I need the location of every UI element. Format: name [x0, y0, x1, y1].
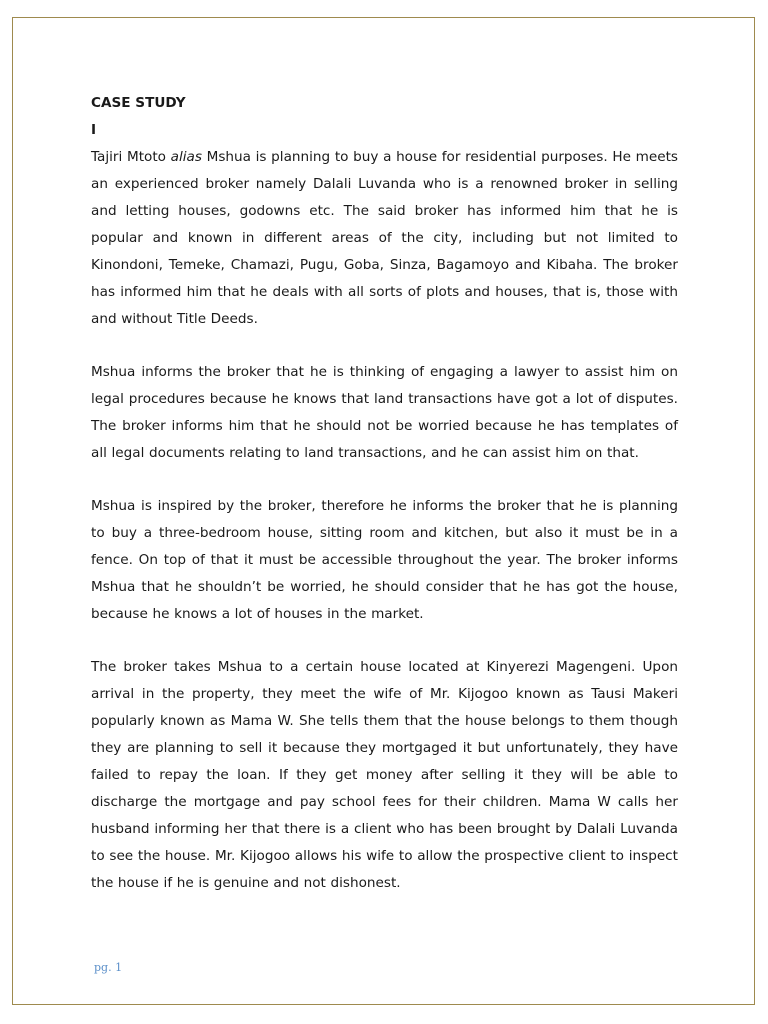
paragraph-1	[91, 144, 678, 333]
document-body	[91, 90, 678, 923]
case-study-number: I	[91, 122, 97, 138]
paragraph-3: Mshua is inspired by the broker, therefore he informs the broker that he is planning to buy a three-bedroom house, sitting room and kitchen, but also it must be in a fence. On top of that it must be accessible throughout the year. The broker informs Mshua that he shouldn’t be worried, he should consider that he has got the house, because he knows a lot of houses in the market.	[91, 498, 678, 622]
paragraph-2: Mshua informs the broker that he is thinking of engaging a lawyer to assist him on legal procedures because he knows that land transactions have got a lot of disputes. The broker informs him that he should not be worried because he has templates of all legal documents relating to land transactions, and he can assist him on that.	[91, 364, 678, 461]
paragraph-1-start: Tajiri Mtoto	[91, 149, 171, 165]
case-study-heading: CASE STUDY	[91, 95, 186, 111]
page-number: pg. 1	[94, 961, 123, 974]
document-page	[12, 17, 755, 1005]
paragraph-1-rest: Mshua is planning to buy a house for residential purposes. He meets an experienced broker namely Dalali Luvanda who is a renowned broker in selling and letting houses, godowns etc. The said broker has informed him that he is popular and known in different areas of the city, including but not limited to Kinondoni, Temeke, Chamazi, Pugu, Goba, Sinza, Bagamoyo and Kibaha. The broker has informed him that he deals with all sorts of plots and houses, that is, those with and without Title Deeds.	[91, 149, 678, 327]
paragraph-4: The broker takes Mshua to a certain house located at Kinyerezi Magengeni. Upon arrival in the property, they meet the wife of Mr. Kijogoo known as Tausi Makeri popularly known as Mama W. She tells them that the house belongs to them though they are planning to sell it because they mortgaged it but unfortunately, they have failed to repay the loan. If they get money after selling it they will be able to discharge the mortgage and pay school fees for their children. Mama W calls her husband informing her that there is a client who has been brought by Dalali Luvanda to see the house. Mr. Kijogoo allows his wife to allow the prospective client to inspect the house if he is genuine and not dishonest.	[91, 659, 678, 891]
alias-italic: alias	[170, 149, 202, 165]
